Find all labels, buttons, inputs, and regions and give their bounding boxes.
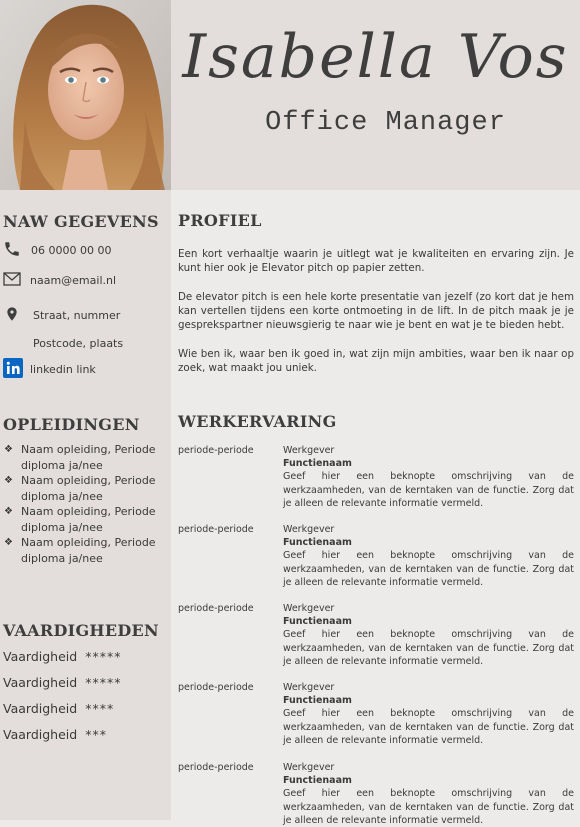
linkedin-link[interactable]: linkedin link [30,363,96,376]
bullet-icon: ❖ [4,506,13,517]
education-section-title: OPLEIDINGEN [3,415,140,434]
contact-address-line2 [33,337,123,350]
location-pin-icon [3,306,23,325]
education-name: Naam opleiding, Periode [21,474,156,487]
contact-email [3,272,116,289]
experience-period: periode-periode [178,682,254,693]
function-description: Geef hier een beknopte omschrijving van de werkzaamheden, van de kerntaken van de functie. Zorg dat je alleen de relevante informatie vermeld. [283,629,574,667]
profile-paragraph: Een kort verhaaltje waarin je uitlegt wat je kwaliteiten en ervaring zijn. Je kunt hier ook je Elevator pitch op papier zetten. [178,248,574,274]
skill-rating: ***** [85,675,122,690]
education-diploma: diploma ja/nee [21,551,103,565]
function-description: Geef hier een beknopte omschrijving van de werkzaamheden, van de kerntaken van de functie. Zorg dat je alleen de relevante informatie vermeld. [283,708,574,746]
experience-period: periode-periode [178,603,254,614]
employer-name: Werkgever [283,682,335,693]
skill-row [3,701,114,716]
function-name: Functienaam [283,537,352,549]
phone-number: 06 0000 00 00 [31,244,112,257]
address-postcode: Postcode, plaats [33,337,124,350]
skill-label: Vaardigheid [3,727,78,742]
address-street: Straat, nummer [33,309,121,322]
profile-section-title: PROFIEL [178,211,262,230]
list-item [3,442,168,473]
contact-linkedin [3,358,96,381]
education-diploma: diploma ja/nee [21,458,103,472]
full-name: Isabella Vos [182,22,569,92]
skill-rating: ***** [85,649,122,664]
education-name: Naam opleiding, Periode [21,443,156,456]
sidebar [0,190,171,820]
employer-name: Werkgever [283,524,335,535]
education-list [3,442,168,566]
portrait-image [0,0,171,190]
profile-photo [0,0,171,190]
contact-phone [3,240,111,261]
function-name: Functienaam [283,616,352,628]
bullet-icon: ❖ [4,537,13,548]
main-content [171,190,580,826]
skill-row [3,649,121,664]
skill-label: Vaardigheid [3,649,78,664]
email-address[interactable]: naam@email.nl [30,274,117,287]
education-diploma: diploma ja/nee [21,520,103,534]
function-name: Functienaam [283,458,352,470]
header [171,0,580,190]
employer-name: Werkgever [283,762,335,773]
profile-paragraph: De elevator pitch is een hele korte presentatie van jezelf (zo kort dat je hem kan vertellen tijdens een korte ontmoeting in de lift. In de pitch maak je je gesprekspartner nieuwsgierig te naar wie je bent en wat je te bieden hebt. [178,291,574,331]
function-description: Geef hier een beknopte omschrijving van de werkzaamheden, van de kerntaken van de functie. Zorg dat je alleen de relevante informatie vermeld. [283,788,574,826]
contact-address-line1 [3,306,120,325]
bullet-icon: ❖ [4,444,13,455]
experience-period: periode-periode [178,445,254,456]
linkedin-icon[interactable] [3,358,23,381]
profile-paragraph: Wie ben ik, waar ben ik goed in, wat zijn mijn ambities, waar ben ik naar op zoek, wat maakt jou uniek. [178,348,574,374]
skill-label: Vaardigheid [3,701,78,716]
experience-period: periode-periode [178,524,254,535]
function-description: Geef hier een beknopte omschrijving van de werkzaamheden, van de kerntaken van de functie. Zorg dat je alleen de relevante informatie vermeld. [283,550,574,588]
experience-period: periode-periode [178,762,254,773]
function-description: Geef hier een beknopte omschrijving van de werkzaamheden, van de kerntaken van de functie. Zorg dat je alleen de relevante informatie vermeld. [283,471,574,509]
contact-section-title: NAW GEGEVENS [3,212,159,231]
skill-row [3,675,121,690]
education-diploma: diploma ja/nee [21,489,103,503]
function-name: Functienaam [283,775,352,787]
list-item [3,535,168,566]
envelope-icon [3,272,23,289]
experience-section-title: WERKERVARING [178,412,337,431]
skills-section-title: VAARDIGHEDEN [3,621,159,640]
function-name: Functienaam [283,695,352,707]
skill-rating: **** [85,701,115,716]
education-name: Naam opleiding, Periode [21,536,156,549]
skill-rating: *** [85,727,107,742]
phone-icon [3,240,23,261]
skill-row [3,727,107,742]
employer-name: Werkgever [283,445,335,456]
education-name: Naam opleiding, Periode [21,505,156,518]
bullet-icon: ❖ [4,475,13,486]
list-item [3,504,168,535]
list-item [3,473,168,504]
skill-label: Vaardigheid [3,675,78,690]
employer-name: Werkgever [283,603,335,614]
job-title: Office Manager [265,108,506,138]
